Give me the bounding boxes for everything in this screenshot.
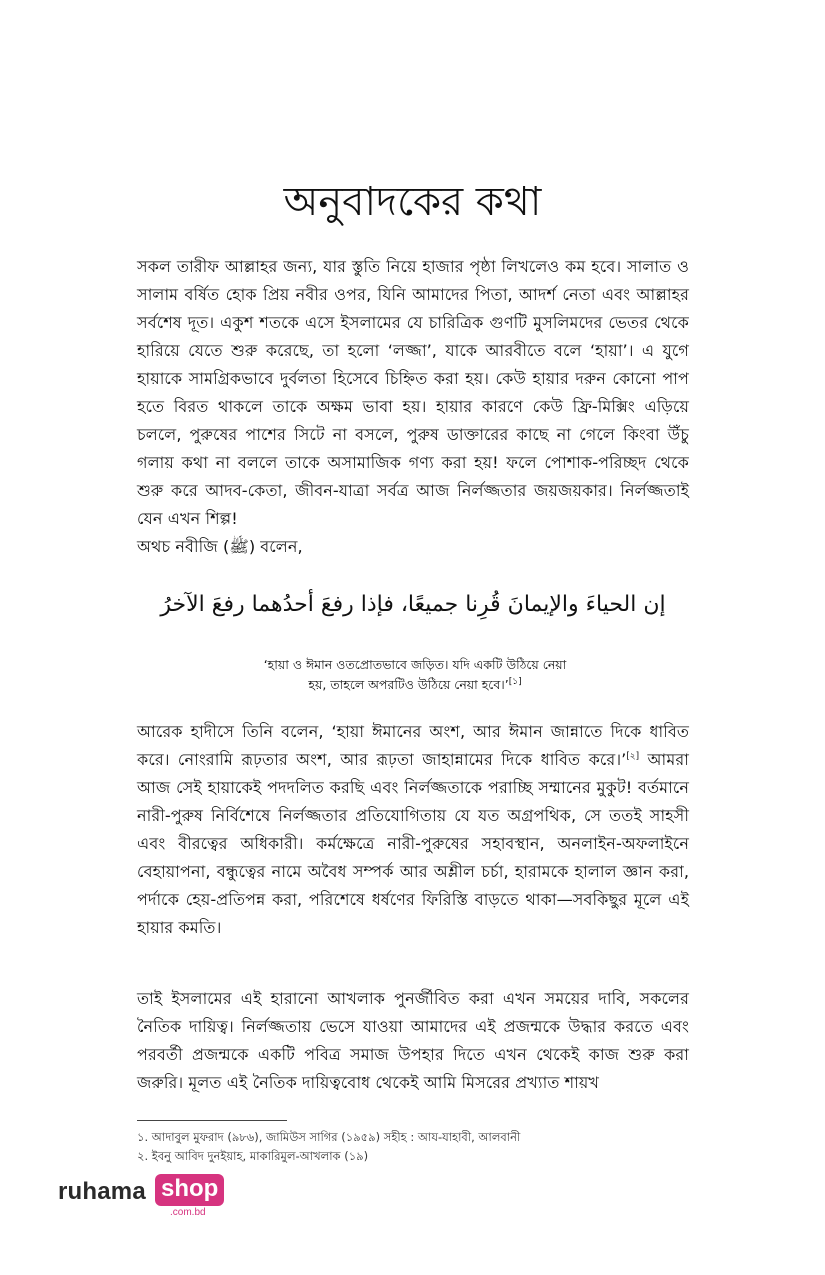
footnote-divider — [137, 1120, 287, 1121]
body-paragraph-intro — [137, 253, 689, 561]
intro-text: সকল তারীফ আল্লাহর জন্য, যার স্তুতি নিয়ে হাজার পৃষ্ঠা লিখলেও কম হবে। সালাত ও সালাম বর্ষিত হোক প্রিয় নবীর ওপর, যিনি আমাদের পিতা, আদর্শ নেতা এবং আল্লাহর সর্বশেষ দূত। একুশ শতকে এসে ইসলামের যে চারিত্রিক গুণটি মুসলিমদের ভেতর থেকে হারিয়ে যেতে শুরু করেছে, তা হলো ‘লজ্জা’, যাকে আরবীতে বলে ‘হায়া’। এ যুগে হায়াকে সামগ্রিকভাবে দুর্বলতা হিসেবে চিহ্নিত করা হয়। কেউ হায়ার দরুন কোনো পাপ হতে বিরত থাকলে তাকে অক্ষম ভাবা হয়। হায়ার কারণে কেউ ফ্রি-মিক্সিং এড়িয়ে চললে, পুরুষের পাশের সিটে না বসলে, পুরুষ ডাক্তারের কাছে না গেলে কিংবা উঁচু গলায় কথা না বললে তাকে অসামাজিক গণ্য করা হয়! ফলে পোশাক-পরিচ্ছদ থেকে শুরু করে আদব-কেতা, জীবন-যাত্রা সর্বত্র আজ নির্লজ্জতার জয়জয়কার। নির্লজ্জতাই যেন এখন শিল্প! — [137, 257, 689, 528]
footnote-ref-1[interactable]: [১] — [508, 676, 522, 687]
second-text-a: আরেক হাদীসে তিনি বলেন, ‘হায়া ঈমানের অংশ, আর ঈমান জান্নাতে দিকে ধাবিত করে। নোংরামি রূঢ়তার অংশ, আর রূঢ়তা জাহান্নামের দিকে ধাবিত করে।’ — [137, 722, 689, 769]
arabic-hadith: إن الحياءَ والإيمانَ قُرِنا جميعًا، فإذا رفعَ أحدُهما رفعَ الآخرُ — [160, 592, 666, 617]
footnote-ref-2[interactable]: [২] — [626, 751, 640, 762]
footnote-2: ২. ইবনু আবিদ দুনইয়াহ, মাকারিমুল-আখলাক (১৯) — [137, 1149, 369, 1163]
hadith-translation — [260, 655, 570, 695]
footnotes — [137, 1128, 697, 1166]
intro-tail-text: অথচ নবীজি (ﷺ) বলেন, — [137, 537, 303, 556]
page-title: অনুবাদকের কথা — [283, 179, 542, 225]
body-paragraph-second — [137, 718, 689, 942]
footnote-1: ১. আদাবুল মুফরাদ (৯৮৬), জামিউস সাগির (১৯৫৯) সহীহ : আয-যাহাবী, আলবানী — [137, 1130, 521, 1144]
logo-word-shop: shop — [155, 1174, 224, 1206]
body-paragraph-third: তাই ইসলামের এই হারানো আখলাক পুনর্জীবিত করা এখন সময়ের দাবি, সকলের নৈতিক দায়িত্ব। নির্লজ্জতায় ভেসে যাওয়া আমাদের এই প্রজন্মকে উদ্ধার করতে এবং পরবর্তী প্রজন্মকে একটি পবিত্র সমাজ উপহার দিতে এখন থেকেই কাজ শুরু করা জরুরি। মূলত এই নৈতিক দায়িত্ববোধ থেকেই আমি মিসরের প্রখ্যাত শায়খ — [137, 989, 689, 1092]
logo-domain: .com.bd — [170, 1207, 206, 1218]
translation-text: ‘হায়া ও ঈমান ওতপ্রোতভাবে জড়িত। যদি একটি উঠিয়ে নেয়া হয়, তাহলে অপরটিও উঠিয়ে নেয়া হবে।’ — [263, 657, 567, 692]
second-text-b: আমরা আজ সেই হায়াকেই পদদলিত করছি এবং নির্লজ্জতাকে পরাচ্ছি সম্মানের মুকুট! বর্তমানে নারী-পুরুষ নির্বিশেষে নির্লজ্জতার প্রতিযোগিতায় যে যত অগ্রপথিক, সে ততই সাহসী এবং বীরত্বের অধিকারী। কর্মক্ষেত্রে নারী-পুরুষের সহাবস্থান, অনলাইন-অফলাইনে বেহায়াপনা, বন্ধুত্বের নামে অবৈধ সম্পর্ক আর অশ্লীল চর্চা, হারামকে হালাল জ্ঞান করা, পর্দাকে হেয়-প্রতিপন্ন করা, পরিশেষে ধর্ষণের ফিরিস্তি বাড়তে থাকা—সবকিছুর মূলে এই হায়ার কমতি। — [137, 750, 689, 937]
logo-word-ruhama: ruhama — [58, 1178, 146, 1205]
